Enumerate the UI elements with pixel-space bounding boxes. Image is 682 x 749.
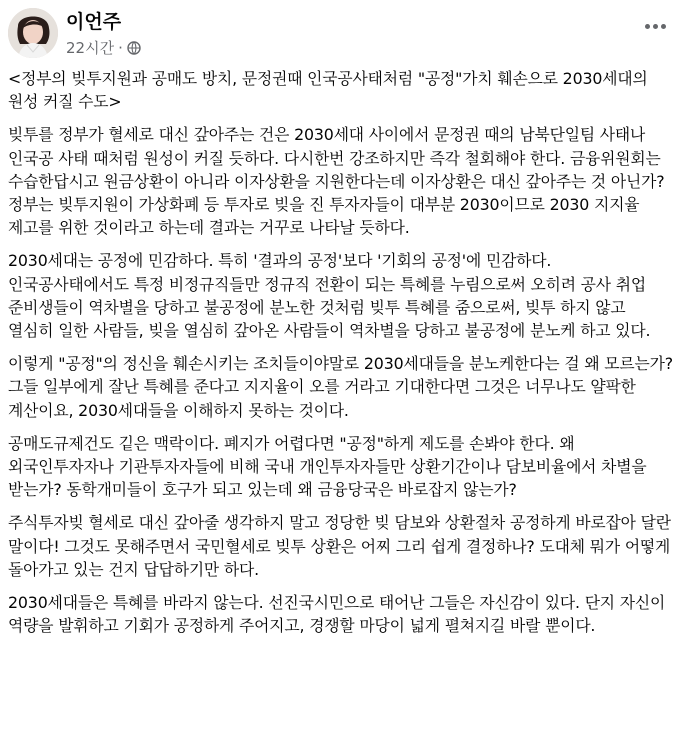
more-dot <box>645 24 650 29</box>
more-dot <box>653 24 658 29</box>
more-options-icon[interactable] <box>640 16 670 36</box>
post-paragraph: 공매도규제건도 깉은 맥락이다. 폐지가 어렵다면 "공정"하게 제도를 손봐야 한다. 왜 외국인투자자나 기관투자자들에 비해 국내 개인투자자들만 상환기간이나 담보비율에서 차별을 받는가? 동학개미들이 호구가 되고 있는데 왜 금융당국은 바로잡지 않는가? <box>8 433 647 500</box>
profile-photo <box>8 8 58 58</box>
post-content <box>8 67 674 647</box>
post-title-paragraph: <정부의 빚투지원과 공매도 방치, 문정권때 인국공사태처럼 "공정"가치 훼손으로 2030세대의 원성 커질 수도> <box>8 69 648 112</box>
meta-separator: · <box>118 39 123 57</box>
post-paragraph: 이렇게 "공정"의 정신을 훼손시키는 조치들이야말로 2030세대들을 분노케한다는 걸 왜 모르는가? 그들 일부에게 잘난 특혜를 준다고 지지율이 오를 거라고 기대한다면 그것은 너무나도 얄팍한 계산이요, 2030세대들을 이해하지 못하는 것이다. <box>8 354 673 420</box>
author-name[interactable]: 이언주 <box>66 11 122 33</box>
globe-icon[interactable] <box>127 41 141 55</box>
post-meta <box>66 39 141 57</box>
post-paragraph: 2030세대는 공정에 민감하다. 특히 '결과의 공정'보다 '기회의 공정'에 민감하다. 인국공사태에서도 특정 비정규직들만 정규직 전환이 되는 특혜를 누림으로써 오히려 공사 취업 준비생들이 역차별을 당하고 불공정에 분노한 것처럼 빚투 특혜를 줌으로써, 빚투 하지 않고 열심히 일한 사람들, 빚을 열심히 갚아온 사람들이 역차별을 당하고 불공정에 분노케 하고 있다. <box>8 251 651 341</box>
post-header <box>8 8 674 56</box>
post-paragraph: 빚투를 정부가 혈세로 대신 갚아주는 건은 2030세대 사이에서 문정권 때의 남북단일팀 사태나 인국공 사태 때처럼 원성이 커질 듯하다. 다시한번 강조하지만 즉각 철회해야 한다. 금융위원회는 수습한답시고 원금상환이 아니라 이자상환을 지원한다는데 이자상환은 대신 갚아주는 것 아닌가? 정부는 빚투지원이 가상화폐 등 투자로 빚을 진 투자자들이 대부분 2030이므로 2030 지지율 제고를 위한 것이라고 하는데 결과는 거꾸로 나타날 듯하다. <box>8 125 665 238</box>
post-time[interactable]: 22시간 <box>66 39 115 57</box>
post-paragraph: 2030세대들은 특혜를 바라지 않는다. 선진국시민으로 태어난 그들은 자신감이 있다. 단지 자신이 역량을 발휘하고 기회가 공정하게 주어지고, 경쟁할 마당이 넓게 펼쳐지길 바랄 뿐이다. <box>8 593 666 636</box>
more-dot <box>661 24 666 29</box>
avatar[interactable] <box>8 8 58 58</box>
post-paragraph: 주식투자빚 혈세로 대신 갚아줄 생각하지 말고 정당한 빚 담보와 상환절차 공정하게 바로잡아 달란 말이다! 그것도 못해주면서 국민혈세로 빚투 상환은 어찌 그리 쉽게 결정하나? 도대체 뭐가 어떻게 돌아가고 있는 건지 답답하기만 하다. <box>8 513 671 579</box>
